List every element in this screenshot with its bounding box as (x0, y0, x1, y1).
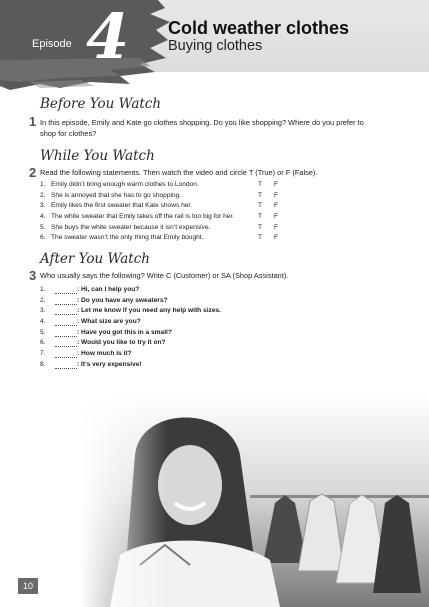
before-instruction: In this episode, Emily and Kate go clothes shopping. Do you like shopping? Where do you prefer to shop for clothes? (40, 118, 364, 138)
page-number: 10 (18, 578, 38, 594)
answer-blank[interactable] (55, 308, 77, 315)
list-item (40, 296, 290, 307)
after-you-watch-heading: After You Watch (40, 251, 150, 267)
list-item (40, 349, 290, 360)
step-number-3: 3 (29, 268, 37, 283)
item-number: 3. (40, 307, 46, 315)
item-number: 1. (40, 286, 46, 293)
true-option[interactable]: T (258, 223, 263, 231)
false-option[interactable]: F (274, 213, 279, 221)
speaker-list (40, 285, 290, 371)
while-you-watch-heading: While You Watch (40, 148, 155, 164)
list-item (40, 285, 290, 296)
page-title: Cold weather clothes (168, 18, 350, 38)
false-option[interactable]: F (274, 181, 279, 188)
false-option[interactable]: F (274, 191, 279, 199)
true-option[interactable]: T (258, 234, 263, 242)
answer-blank[interactable] (55, 340, 77, 347)
item-number: 3. (40, 202, 46, 210)
while-instruction: Read the following statements. Then watch the video and circle T (True) or F (False). (40, 168, 318, 177)
false-option[interactable]: F (274, 223, 279, 231)
statement-text: Emily likes the first sweater that Kate shows her. (51, 202, 193, 210)
list-item (40, 212, 300, 223)
girl-shopping-photo (80, 395, 429, 607)
item-number: 5. (40, 328, 46, 336)
after-instruction: Who usually says the following? Write C (Customer) or SA (Shop Assistant). (40, 271, 289, 280)
answer-blank[interactable] (55, 351, 77, 358)
answer-blank[interactable] (55, 287, 77, 294)
true-false-list (40, 180, 300, 244)
answer-blank[interactable] (55, 330, 77, 337)
list-item (40, 223, 300, 234)
item-number: 2. (40, 191, 46, 199)
item-number: 6. (40, 339, 46, 347)
before-you-watch-heading: Before You Watch (40, 96, 162, 112)
phrase-text: : It’s very expensive! (77, 360, 142, 368)
true-option[interactable]: T (258, 181, 263, 188)
episode-label: Episode (32, 38, 72, 50)
list-item (40, 191, 300, 202)
item-number: 8. (40, 360, 46, 368)
statement-text: The sweater wasn’t the only thing that Emily bought. (51, 234, 204, 242)
list-item (40, 306, 290, 317)
item-number: 4. (40, 318, 46, 326)
answer-blank[interactable] (55, 362, 77, 369)
statement-text: She is annoyed that she has to go shopping. (51, 191, 182, 199)
statement-text: Emily didn’t bring enough warm clothes to London. (51, 181, 199, 188)
phrase-text: : What size are you? (77, 318, 141, 326)
phrase-text: : Let me know if you need any help with sizes. (77, 307, 221, 315)
item-number: 7. (40, 350, 46, 358)
list-item (40, 201, 300, 212)
phrase-text: : How much is it? (77, 350, 132, 358)
list-item (40, 338, 290, 349)
phrase-text: : Do you have any sweaters? (77, 296, 168, 304)
statement-text: The white sweater that Emily takes off the rail is too big for her. (51, 213, 235, 221)
true-option[interactable]: T (258, 202, 263, 210)
list-item (40, 317, 290, 328)
false-option[interactable]: F (274, 234, 279, 242)
answer-blank[interactable] (55, 319, 77, 326)
list-item (40, 328, 290, 339)
phrase-text: : Would you like to try it on? (77, 339, 166, 347)
true-option[interactable]: T (258, 213, 263, 221)
item-number: 5. (40, 223, 46, 231)
item-number: 1. (40, 181, 46, 188)
answer-blank[interactable] (55, 298, 77, 305)
item-number: 4. (40, 213, 46, 221)
step-number-1: 1 (29, 114, 37, 129)
list-item (40, 180, 300, 191)
phrase-text: : Have you got this in a small? (77, 328, 172, 336)
phrase-text: : Hi, can I help you? (77, 286, 140, 293)
false-option[interactable]: F (274, 202, 279, 210)
true-option[interactable]: T (258, 191, 263, 199)
list-item (40, 360, 290, 371)
item-number: 2. (40, 296, 46, 304)
list-item (40, 233, 300, 244)
page-subtitle: Buying clothes (168, 38, 263, 54)
item-number: 6. (40, 234, 46, 242)
statement-text: She buys the white sweater because it isn’t expensive. (51, 223, 211, 231)
episode-number: 4 (86, 0, 130, 73)
step-number-2: 2 (29, 165, 37, 180)
